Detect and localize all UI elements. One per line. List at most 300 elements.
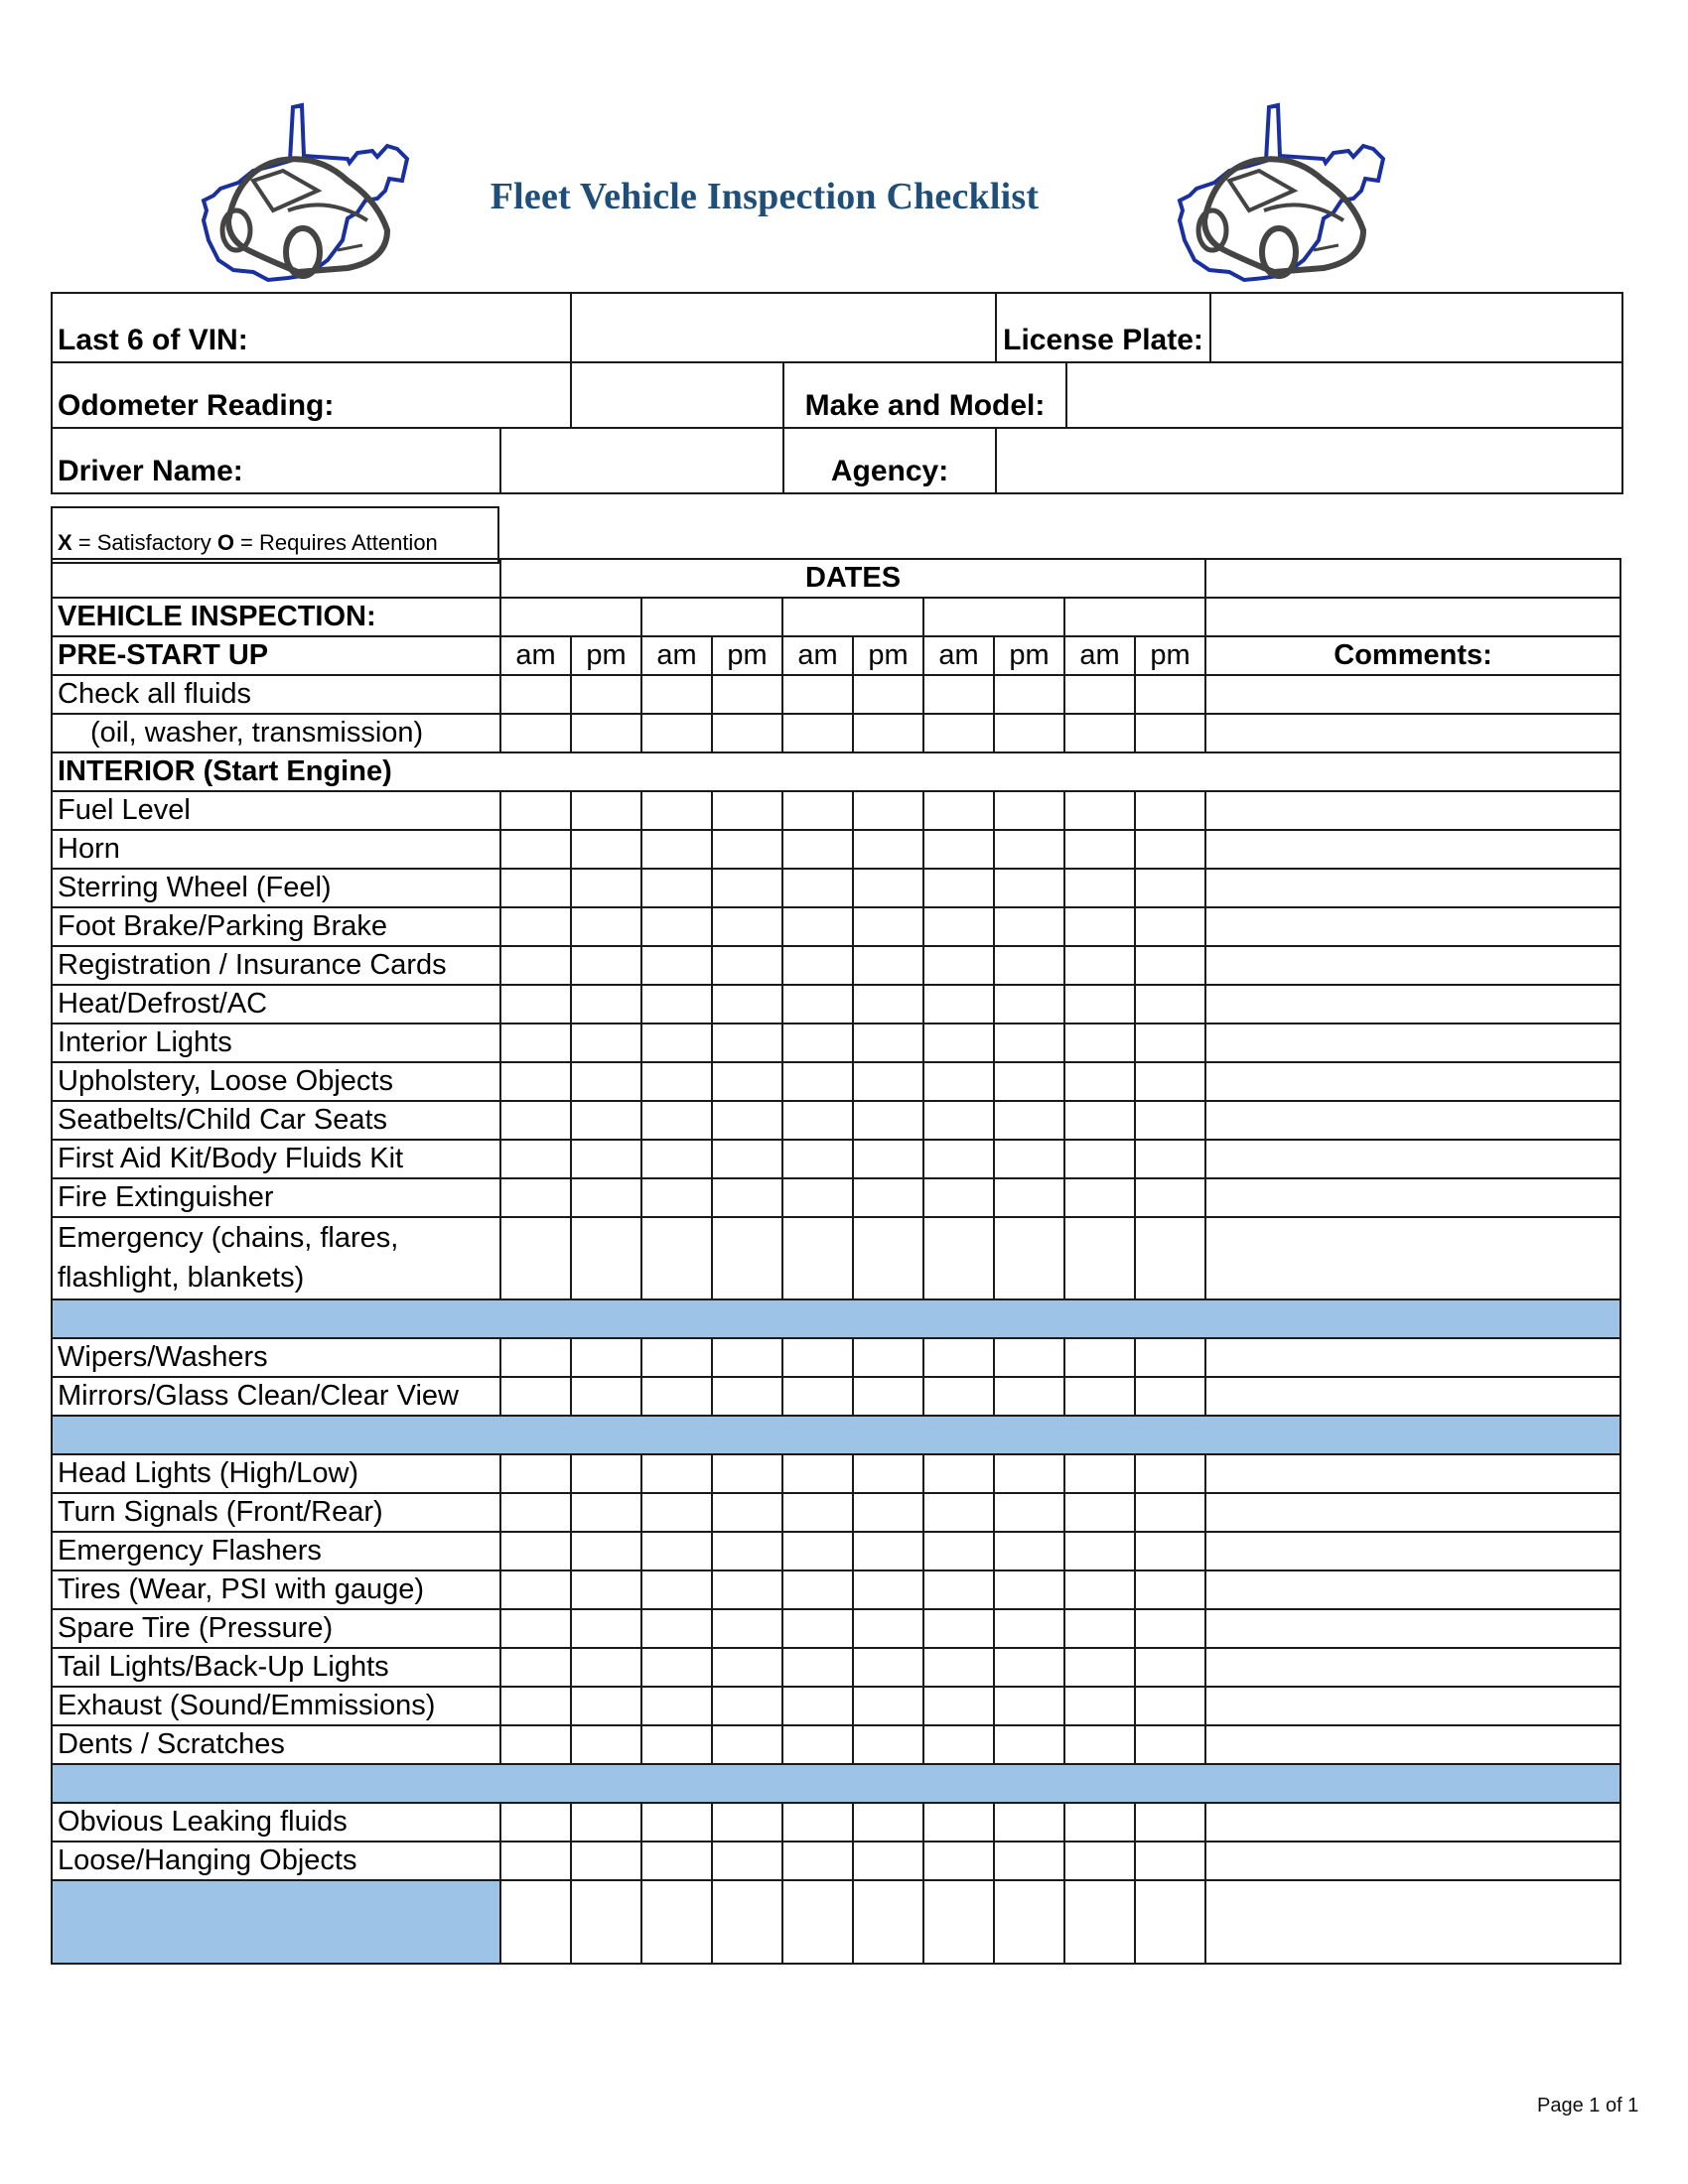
check-cell[interactable] — [923, 1532, 994, 1570]
check-cell[interactable] — [994, 1687, 1064, 1725]
comments-cell[interactable] — [1205, 1140, 1620, 1178]
check-cell[interactable] — [712, 1687, 782, 1725]
check-cell[interactable] — [712, 1140, 782, 1178]
check-cell[interactable] — [994, 1454, 1064, 1493]
check-cell[interactable] — [782, 1493, 853, 1532]
check-cell[interactable] — [571, 1217, 641, 1299]
check-cell[interactable] — [1064, 1454, 1135, 1493]
check-cell[interactable] — [853, 1493, 923, 1532]
check-cell[interactable] — [1135, 714, 1205, 752]
check-cell[interactable] — [712, 791, 782, 830]
check-cell[interactable] — [500, 1880, 571, 1964]
check-cell[interactable] — [1064, 1377, 1135, 1416]
comments-cell[interactable] — [1205, 869, 1620, 907]
check-cell[interactable] — [994, 1648, 1064, 1687]
check-cell[interactable] — [923, 714, 994, 752]
check-cell[interactable] — [571, 1532, 641, 1570]
check-cell[interactable] — [500, 1454, 571, 1493]
check-cell[interactable] — [1064, 1725, 1135, 1764]
check-cell[interactable] — [500, 1803, 571, 1842]
check-cell[interactable] — [923, 1338, 994, 1377]
comments-cell[interactable] — [1205, 1609, 1620, 1648]
check-cell[interactable] — [571, 946, 641, 985]
check-cell[interactable] — [782, 1454, 853, 1493]
check-cell[interactable] — [1064, 791, 1135, 830]
date-field[interactable] — [1064, 598, 1205, 636]
check-cell[interactable] — [994, 1803, 1064, 1842]
check-cell[interactable] — [782, 675, 853, 714]
check-cell[interactable] — [712, 1880, 782, 1964]
check-cell[interactable] — [923, 830, 994, 869]
check-cell[interactable] — [1135, 1024, 1205, 1062]
check-cell[interactable] — [641, 1570, 712, 1609]
check-cell[interactable] — [853, 1725, 923, 1764]
date-field[interactable] — [782, 598, 923, 636]
check-cell[interactable] — [1135, 985, 1205, 1024]
check-cell[interactable] — [853, 791, 923, 830]
check-cell[interactable] — [571, 1648, 641, 1687]
check-cell[interactable] — [500, 869, 571, 907]
check-cell[interactable] — [500, 946, 571, 985]
check-cell[interactable] — [1064, 714, 1135, 752]
check-cell[interactable] — [712, 1803, 782, 1842]
check-cell[interactable] — [1064, 1570, 1135, 1609]
check-cell[interactable] — [853, 1140, 923, 1178]
comments-cell[interactable] — [1205, 1687, 1620, 1725]
check-cell[interactable] — [853, 1803, 923, 1842]
check-cell[interactable] — [500, 714, 571, 752]
check-cell[interactable] — [853, 985, 923, 1024]
check-cell[interactable] — [1135, 830, 1205, 869]
check-cell[interactable] — [571, 1024, 641, 1062]
check-cell[interactable] — [1064, 830, 1135, 869]
comments-cell[interactable] — [1205, 985, 1620, 1024]
check-cell[interactable] — [500, 1842, 571, 1880]
check-cell[interactable] — [1135, 869, 1205, 907]
check-cell[interactable] — [782, 1842, 853, 1880]
check-cell[interactable] — [853, 1338, 923, 1377]
comments-cell[interactable] — [1205, 1178, 1620, 1217]
comments-cell[interactable] — [1205, 675, 1620, 714]
check-cell[interactable] — [641, 1101, 712, 1140]
check-cell[interactable] — [923, 1609, 994, 1648]
check-cell[interactable] — [1064, 907, 1135, 946]
check-cell[interactable] — [1064, 985, 1135, 1024]
check-cell[interactable] — [923, 1570, 994, 1609]
check-cell[interactable] — [994, 1842, 1064, 1880]
check-cell[interactable] — [500, 675, 571, 714]
check-cell[interactable] — [571, 1880, 641, 1964]
check-cell[interactable] — [923, 869, 994, 907]
driver-name-field[interactable] — [500, 428, 783, 493]
check-cell[interactable] — [923, 985, 994, 1024]
check-cell[interactable] — [1064, 1609, 1135, 1648]
check-cell[interactable] — [500, 1178, 571, 1217]
check-cell[interactable] — [641, 1338, 712, 1377]
check-cell[interactable] — [500, 1377, 571, 1416]
check-cell[interactable] — [923, 791, 994, 830]
check-cell[interactable] — [1064, 1687, 1135, 1725]
check-cell[interactable] — [641, 1217, 712, 1299]
check-cell[interactable] — [853, 1532, 923, 1570]
check-cell[interactable] — [923, 1062, 994, 1101]
check-cell[interactable] — [853, 1377, 923, 1416]
check-cell[interactable] — [571, 907, 641, 946]
check-cell[interactable] — [712, 675, 782, 714]
check-cell[interactable] — [853, 1880, 923, 1964]
check-cell[interactable] — [853, 1687, 923, 1725]
check-cell[interactable] — [712, 907, 782, 946]
check-cell[interactable] — [571, 714, 641, 752]
check-cell[interactable] — [994, 1880, 1064, 1964]
check-cell[interactable] — [994, 1338, 1064, 1377]
agency-field[interactable] — [996, 428, 1622, 493]
check-cell[interactable] — [1064, 675, 1135, 714]
comments-cell[interactable] — [1205, 1842, 1620, 1880]
check-cell[interactable] — [500, 1609, 571, 1648]
check-cell[interactable] — [712, 1062, 782, 1101]
check-cell[interactable] — [1064, 1880, 1135, 1964]
check-cell[interactable] — [571, 985, 641, 1024]
check-cell[interactable] — [571, 675, 641, 714]
check-cell[interactable] — [641, 1803, 712, 1842]
check-cell[interactable] — [853, 1101, 923, 1140]
check-cell[interactable] — [641, 1140, 712, 1178]
check-cell[interactable] — [641, 946, 712, 985]
check-cell[interactable] — [712, 1178, 782, 1217]
check-cell[interactable] — [923, 1880, 994, 1964]
check-cell[interactable] — [994, 946, 1064, 985]
check-cell[interactable] — [994, 714, 1064, 752]
check-cell[interactable] — [782, 1377, 853, 1416]
check-cell[interactable] — [500, 1493, 571, 1532]
check-cell[interactable] — [923, 1454, 994, 1493]
check-cell[interactable] — [1135, 1609, 1205, 1648]
check-cell[interactable] — [641, 907, 712, 946]
check-cell[interactable] — [500, 1725, 571, 1764]
comments-cell[interactable] — [1205, 1377, 1620, 1416]
check-cell[interactable] — [571, 1725, 641, 1764]
check-cell[interactable] — [571, 1803, 641, 1842]
check-cell[interactable] — [641, 1493, 712, 1532]
check-cell[interactable] — [1064, 1532, 1135, 1570]
comments-cell[interactable] — [1205, 1493, 1620, 1532]
check-cell[interactable] — [712, 1648, 782, 1687]
check-cell[interactable] — [500, 1140, 571, 1178]
check-cell[interactable] — [500, 907, 571, 946]
check-cell[interactable] — [1064, 946, 1135, 985]
check-cell[interactable] — [641, 1062, 712, 1101]
license-plate-field[interactable] — [1210, 293, 1622, 362]
check-cell[interactable] — [641, 1687, 712, 1725]
check-cell[interactable] — [923, 1217, 994, 1299]
check-cell[interactable] — [571, 830, 641, 869]
check-cell[interactable] — [923, 1377, 994, 1416]
check-cell[interactable] — [994, 791, 1064, 830]
check-cell[interactable] — [923, 1803, 994, 1842]
check-cell[interactable] — [500, 1217, 571, 1299]
check-cell[interactable] — [571, 1377, 641, 1416]
check-cell[interactable] — [782, 1803, 853, 1842]
comments-cell[interactable] — [1205, 1570, 1620, 1609]
check-cell[interactable] — [994, 1493, 1064, 1532]
check-cell[interactable] — [571, 1842, 641, 1880]
check-cell[interactable] — [571, 869, 641, 907]
check-cell[interactable] — [712, 946, 782, 985]
check-cell[interactable] — [782, 1217, 853, 1299]
check-cell[interactable] — [1064, 869, 1135, 907]
check-cell[interactable] — [782, 1609, 853, 1648]
comments-cell[interactable] — [1205, 1217, 1620, 1299]
check-cell[interactable] — [641, 985, 712, 1024]
check-cell[interactable] — [923, 675, 994, 714]
check-cell[interactable] — [500, 830, 571, 869]
check-cell[interactable] — [994, 1140, 1064, 1178]
check-cell[interactable] — [712, 714, 782, 752]
check-cell[interactable] — [853, 1178, 923, 1217]
check-cell[interactable] — [641, 675, 712, 714]
check-cell[interactable] — [994, 869, 1064, 907]
check-cell[interactable] — [853, 1842, 923, 1880]
check-cell[interactable] — [712, 869, 782, 907]
check-cell[interactable] — [1135, 1880, 1205, 1964]
check-cell[interactable] — [853, 946, 923, 985]
check-cell[interactable] — [641, 1532, 712, 1570]
check-cell[interactable] — [641, 714, 712, 752]
check-cell[interactable] — [1064, 1493, 1135, 1532]
comments-cell[interactable] — [1205, 1338, 1620, 1377]
check-cell[interactable] — [641, 1880, 712, 1964]
comments-cell[interactable] — [1205, 946, 1620, 985]
check-cell[interactable] — [923, 1140, 994, 1178]
check-cell[interactable] — [1135, 1101, 1205, 1140]
comments-cell[interactable] — [1205, 1880, 1620, 1964]
check-cell[interactable] — [712, 1454, 782, 1493]
make-model-field[interactable] — [1066, 362, 1622, 428]
check-cell[interactable] — [853, 1454, 923, 1493]
date-field[interactable] — [641, 598, 782, 636]
check-cell[interactable] — [782, 1024, 853, 1062]
check-cell[interactable] — [500, 1648, 571, 1687]
check-cell[interactable] — [571, 1101, 641, 1140]
check-cell[interactable] — [712, 1725, 782, 1764]
check-cell[interactable] — [782, 1338, 853, 1377]
check-cell[interactable] — [994, 1725, 1064, 1764]
check-cell[interactable] — [571, 791, 641, 830]
check-cell[interactable] — [500, 1687, 571, 1725]
check-cell[interactable] — [853, 869, 923, 907]
check-cell[interactable] — [571, 1178, 641, 1217]
check-cell[interactable] — [500, 1024, 571, 1062]
check-cell[interactable] — [782, 1062, 853, 1101]
check-cell[interactable] — [782, 1880, 853, 1964]
check-cell[interactable] — [853, 714, 923, 752]
check-cell[interactable] — [500, 1532, 571, 1570]
check-cell[interactable] — [1135, 1217, 1205, 1299]
check-cell[interactable] — [923, 1842, 994, 1880]
check-cell[interactable] — [500, 791, 571, 830]
comments-cell[interactable] — [1205, 1532, 1620, 1570]
comments-cell[interactable] — [1205, 1024, 1620, 1062]
check-cell[interactable] — [641, 1454, 712, 1493]
comments-cell[interactable] — [1205, 830, 1620, 869]
check-cell[interactable] — [1064, 1338, 1135, 1377]
check-cell[interactable] — [712, 1842, 782, 1880]
comments-cell[interactable] — [1205, 791, 1620, 830]
check-cell[interactable] — [782, 1178, 853, 1217]
check-cell[interactable] — [782, 714, 853, 752]
check-cell[interactable] — [571, 1570, 641, 1609]
comments-cell[interactable] — [1205, 1454, 1620, 1493]
check-cell[interactable] — [641, 830, 712, 869]
check-cell[interactable] — [1064, 1062, 1135, 1101]
check-cell[interactable] — [853, 1648, 923, 1687]
check-cell[interactable] — [1135, 907, 1205, 946]
check-cell[interactable] — [994, 907, 1064, 946]
check-cell[interactable] — [500, 1338, 571, 1377]
check-cell[interactable] — [782, 1687, 853, 1725]
check-cell[interactable] — [712, 1493, 782, 1532]
check-cell[interactable] — [500, 985, 571, 1024]
check-cell[interactable] — [712, 1101, 782, 1140]
comments-cell[interactable] — [1205, 1101, 1620, 1140]
check-cell[interactable] — [641, 1377, 712, 1416]
check-cell[interactable] — [1135, 1062, 1205, 1101]
check-cell[interactable] — [1135, 1725, 1205, 1764]
date-field[interactable] — [923, 598, 1064, 636]
comments-cell[interactable] — [1205, 1648, 1620, 1687]
check-cell[interactable] — [1135, 1803, 1205, 1842]
check-cell[interactable] — [853, 675, 923, 714]
check-cell[interactable] — [994, 1062, 1064, 1101]
check-cell[interactable] — [641, 1842, 712, 1880]
check-cell[interactable] — [994, 1217, 1064, 1299]
check-cell[interactable] — [1135, 946, 1205, 985]
comments-cell[interactable] — [1205, 907, 1620, 946]
check-cell[interactable] — [1135, 1493, 1205, 1532]
check-cell[interactable] — [641, 1024, 712, 1062]
check-cell[interactable] — [712, 985, 782, 1024]
check-cell[interactable] — [994, 1609, 1064, 1648]
check-cell[interactable] — [923, 1024, 994, 1062]
check-cell[interactable] — [994, 1570, 1064, 1609]
check-cell[interactable] — [1135, 1570, 1205, 1609]
check-cell[interactable] — [923, 1725, 994, 1764]
check-cell[interactable] — [782, 830, 853, 869]
check-cell[interactable] — [712, 1377, 782, 1416]
check-cell[interactable] — [1064, 1140, 1135, 1178]
check-cell[interactable] — [500, 1570, 571, 1609]
check-cell[interactable] — [1135, 1532, 1205, 1570]
check-cell[interactable] — [712, 1217, 782, 1299]
check-cell[interactable] — [641, 869, 712, 907]
comments-cell[interactable] — [1205, 1062, 1620, 1101]
check-cell[interactable] — [712, 1338, 782, 1377]
check-cell[interactable] — [994, 985, 1064, 1024]
check-cell[interactable] — [782, 791, 853, 830]
check-cell[interactable] — [571, 1062, 641, 1101]
check-cell[interactable] — [1135, 791, 1205, 830]
check-cell[interactable] — [923, 946, 994, 985]
check-cell[interactable] — [641, 1609, 712, 1648]
check-cell[interactable] — [1064, 1024, 1135, 1062]
check-cell[interactable] — [782, 1725, 853, 1764]
check-cell[interactable] — [571, 1687, 641, 1725]
check-cell[interactable] — [994, 1024, 1064, 1062]
check-cell[interactable] — [641, 1648, 712, 1687]
check-cell[interactable] — [712, 1024, 782, 1062]
comments-cell[interactable] — [1205, 1803, 1620, 1842]
check-cell[interactable] — [571, 1338, 641, 1377]
check-cell[interactable] — [782, 869, 853, 907]
check-cell[interactable] — [853, 1609, 923, 1648]
check-cell[interactable] — [1135, 1140, 1205, 1178]
check-cell[interactable] — [923, 1493, 994, 1532]
check-cell[interactable] — [782, 985, 853, 1024]
check-cell[interactable] — [1135, 1178, 1205, 1217]
check-cell[interactable] — [571, 1454, 641, 1493]
check-cell[interactable] — [853, 1570, 923, 1609]
check-cell[interactable] — [1064, 1217, 1135, 1299]
check-cell[interactable] — [853, 907, 923, 946]
check-cell[interactable] — [853, 830, 923, 869]
check-cell[interactable] — [1135, 1687, 1205, 1725]
check-cell[interactable] — [712, 1609, 782, 1648]
check-cell[interactable] — [994, 1101, 1064, 1140]
check-cell[interactable] — [782, 1532, 853, 1570]
check-cell[interactable] — [1064, 1178, 1135, 1217]
odometer-field[interactable] — [571, 362, 783, 428]
check-cell[interactable] — [712, 830, 782, 869]
check-cell[interactable] — [923, 1648, 994, 1687]
check-cell[interactable] — [571, 1493, 641, 1532]
comments-cell[interactable] — [1205, 1725, 1620, 1764]
check-cell[interactable] — [782, 1140, 853, 1178]
check-cell[interactable] — [712, 1570, 782, 1609]
check-cell[interactable] — [571, 1140, 641, 1178]
vin-field[interactable] — [571, 293, 996, 362]
check-cell[interactable] — [571, 1609, 641, 1648]
check-cell[interactable] — [853, 1024, 923, 1062]
check-cell[interactable] — [994, 1178, 1064, 1217]
check-cell[interactable] — [1135, 1648, 1205, 1687]
check-cell[interactable] — [994, 830, 1064, 869]
check-cell[interactable] — [853, 1062, 923, 1101]
date-field[interactable] — [500, 598, 641, 636]
check-cell[interactable] — [641, 1178, 712, 1217]
check-cell[interactable] — [500, 1101, 571, 1140]
check-cell[interactable] — [923, 1101, 994, 1140]
check-cell[interactable] — [1135, 1842, 1205, 1880]
check-cell[interactable] — [994, 1532, 1064, 1570]
check-cell[interactable] — [923, 1687, 994, 1725]
check-cell[interactable] — [641, 1725, 712, 1764]
check-cell[interactable] — [1135, 675, 1205, 714]
check-cell[interactable] — [1064, 1803, 1135, 1842]
check-cell[interactable] — [782, 1648, 853, 1687]
comments-cell[interactable] — [1205, 714, 1620, 752]
check-cell[interactable] — [1064, 1101, 1135, 1140]
check-cell[interactable] — [1064, 1842, 1135, 1880]
check-cell[interactable] — [923, 1178, 994, 1217]
check-cell[interactable] — [1064, 1648, 1135, 1687]
check-cell[interactable] — [500, 1062, 571, 1101]
check-cell[interactable] — [994, 675, 1064, 714]
check-cell[interactable] — [1135, 1338, 1205, 1377]
check-cell[interactable] — [782, 946, 853, 985]
check-cell[interactable] — [641, 791, 712, 830]
check-cell[interactable] — [994, 1377, 1064, 1416]
